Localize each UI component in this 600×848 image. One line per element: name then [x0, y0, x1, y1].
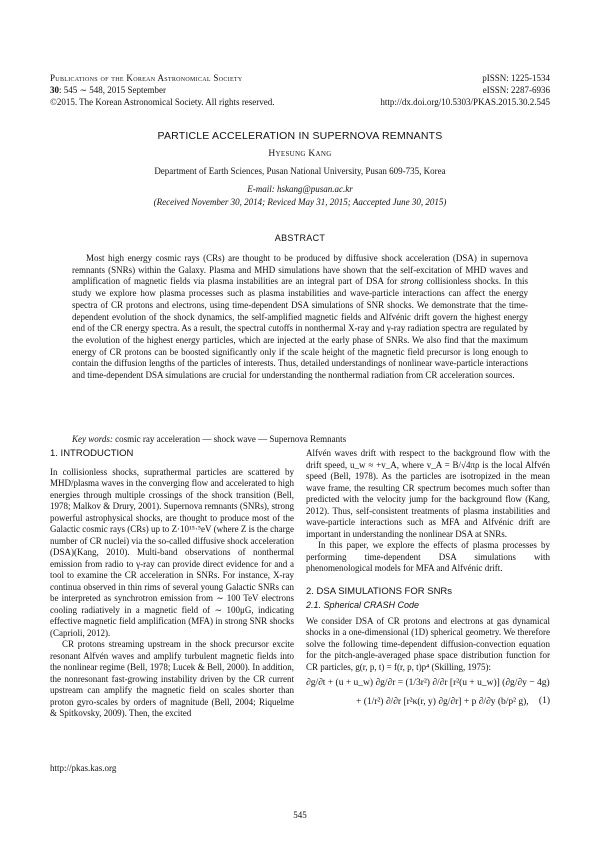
copyright: ©2015. The Korean Astronomical Society. All rights reserved.	[50, 97, 275, 107]
alfven-paragraph: Alfvén waves drift with respect to the background flow with the drift speed, u_w ≈ +v_A, where v_A = B/√4πρ is the local Alfvén speed (Bell, 1978). As the particles are isotropized in the mean wave frame, the resulting CR spectrum becomes much softer than predicted with the velocity jump for the background flow (Kang, 2012). Thus, self-consistent treatments of plasma instabilities and wave-particle interactions such as MFA and Alfvénic drift are important in understanding the nonlinear DSA at SNRs.	[306, 448, 550, 539]
eissn: eISSN: 2287-6936	[482, 85, 550, 95]
journal-header	[50, 72, 275, 108]
section-heading-dsa: 2. DSA SIMULATIONS FOR SNRs	[306, 585, 453, 597]
received-dates: (Received November 30, 2014; Reviced May 31, 2015; Aaccepted June 30, 2015)	[153, 197, 447, 207]
page-number: 545	[293, 810, 307, 820]
journal-name: Publications of the Korean Astronomical Society	[50, 73, 243, 83]
equation-number: (1)	[538, 695, 550, 706]
equation-1-line-1: ∂g/∂t + (u + u_w) ∂g/∂r = (1/3r²) ∂/∂r [r²(u + u_w)] (∂g/∂y − 4g)	[306, 678, 550, 688]
abstract-text: Most high energy cosmic rays (CRs) are thought to be produced by diffusive shock acceleration (DSA) in supernova remnants (SNRs) within the Galaxy. Plasma and MHD simulations have shown that the self-excitation of MHD waves and amplification of magnetic fields via plasma instabilities are an integral part of DSA for strong collisionless shocks. In this study we explore how plasma processes such as plasma instabilities and wave-particle interactions can affect the energy spectra of CR protons and electrons, using time-dependent DSA simulations of SNR shocks. We demonstrate that the time-dependent evolution of the shock dynamics, the self-amplified magnetic fields and Alfvénic drift govern the highest energy end of the CR energy spectra. As a result, the spectral cutoffs in nonthermal X-ray and γ-ray radiation spectra are regulated by the evolution of the highest energy particles, which are injected at the early phase of SNRs. We also find that the maximum energy of CR protons can be boosted significantly only if the scale height of the magnetic field precursor is long enough to contain the diffusion lengths of the particles of interests. Thus, detailed understandings of nonlinear wave-particle interactions and time-dependent DSA simulations are crucial for understanding the nonthermal radiation from CR acceleration sources.	[72, 253, 528, 381]
email[interactable]: E-mail: hskang@pusan.ac.kr	[247, 184, 353, 194]
journal-url[interactable]: http://pkas.kas.org	[50, 763, 117, 773]
subsection-heading-crash: 2.1. Spherical CRASH Code	[306, 600, 420, 610]
right-column	[306, 448, 550, 708]
keywords: Key words: cosmic ray acceleration — shock wave — Supernova Remnants	[72, 434, 347, 444]
intro-paragraph-1: In collisionless shocks, suprathermal particles are scattered by MHD/plasma waves in the converging flow and accelerated to high energies through multiple crossings of the shock transition (Bell, 1978; Malkov & Drury, 2001). Supernova remnants (SNRs), strong powerful astrophysical shocks, are thought to produce most of the Galactic cosmic rays (CRs) up to Z·10¹⁵·⁵eV (where Z is the charge number of CR nuclei) via the so-called diffusive shock acceleration (DSA)(Kang, 2010). Multi-band observations of nonthermal emission from radio to γ-ray can provide direct evidence for and a tool to examine the CR acceleration in SNRs. For instance, X-ray continua observed in thin rims of several young Galactic SNRs can be interpreted as synchrotron emission from ∼ 100 TeV electrons cooling radiatively in a magnetic field of ∼ 100μG, indicating effective magnetic field amplification (MFA) in strong SNR shocks (Caprioli, 2012).	[50, 466, 294, 638]
equation-1-line-2: + (1/r²) ∂/∂r [r²κ(r, y) ∂g/∂r] + p ∂/∂y (b/p² g),	[356, 696, 529, 707]
affiliation: Department of Earth Sciences, Pusan National University, Pusan 609-735, Korea	[154, 166, 446, 176]
intro-paragraph-2: CR protons streaming upstream in the shock precursor excite resonant Alfvén waves and amplify turbulent magnetic fields into the nonlinear regime (Bell, 1978; Lucek & Bell, 2000). In addition, the nonresonant fast-growing instability driven by the CR current upstream can amplify the magnetic field on scales shorter than proton gyro-scales by orders of magnitude (Bell, 2004; Riquelme & Spitkovsky, 2009). Then, the excited	[50, 639, 294, 718]
doi-link[interactable]: http://dx.doi.org/10.5303/PKAS.2015.30.2.545	[380, 97, 550, 107]
issn-block	[380, 72, 550, 108]
pissn: pISSN: 1225-1534	[482, 73, 550, 83]
abstract-heading: ABSTRACT	[274, 233, 326, 243]
paper-aim-paragraph: In this paper, we explore the effects of plasma processes by performing time-dependent DSA simulations with phenomenological models for MFA and Alfvénic drift.	[306, 540, 550, 573]
equation-1-line-2-row	[306, 696, 550, 709]
left-column	[50, 448, 294, 720]
author: Hyesung Kang	[268, 149, 332, 159]
dsa-paragraph: We consider DSA of CR protons and electrons at gas dynamical shocks in a one-dimensional (1D) spherical geometry. We therefore solve the following time-dependent diffusion-convection equation for the pitch-angle-averaged phase space distribution function for CR particles, g(r, p, t) = f(r, p, t)p⁴ (Skilling, 1975):	[306, 615, 550, 672]
paper-title: PARTICLE ACCELERATION IN SUPERNOVA REMNANTS	[157, 130, 443, 142]
volume-line: 30: 545 ∼ 548, 2015 September	[50, 85, 167, 95]
section-heading-introduction: 1. INTRODUCTION	[50, 448, 134, 459]
